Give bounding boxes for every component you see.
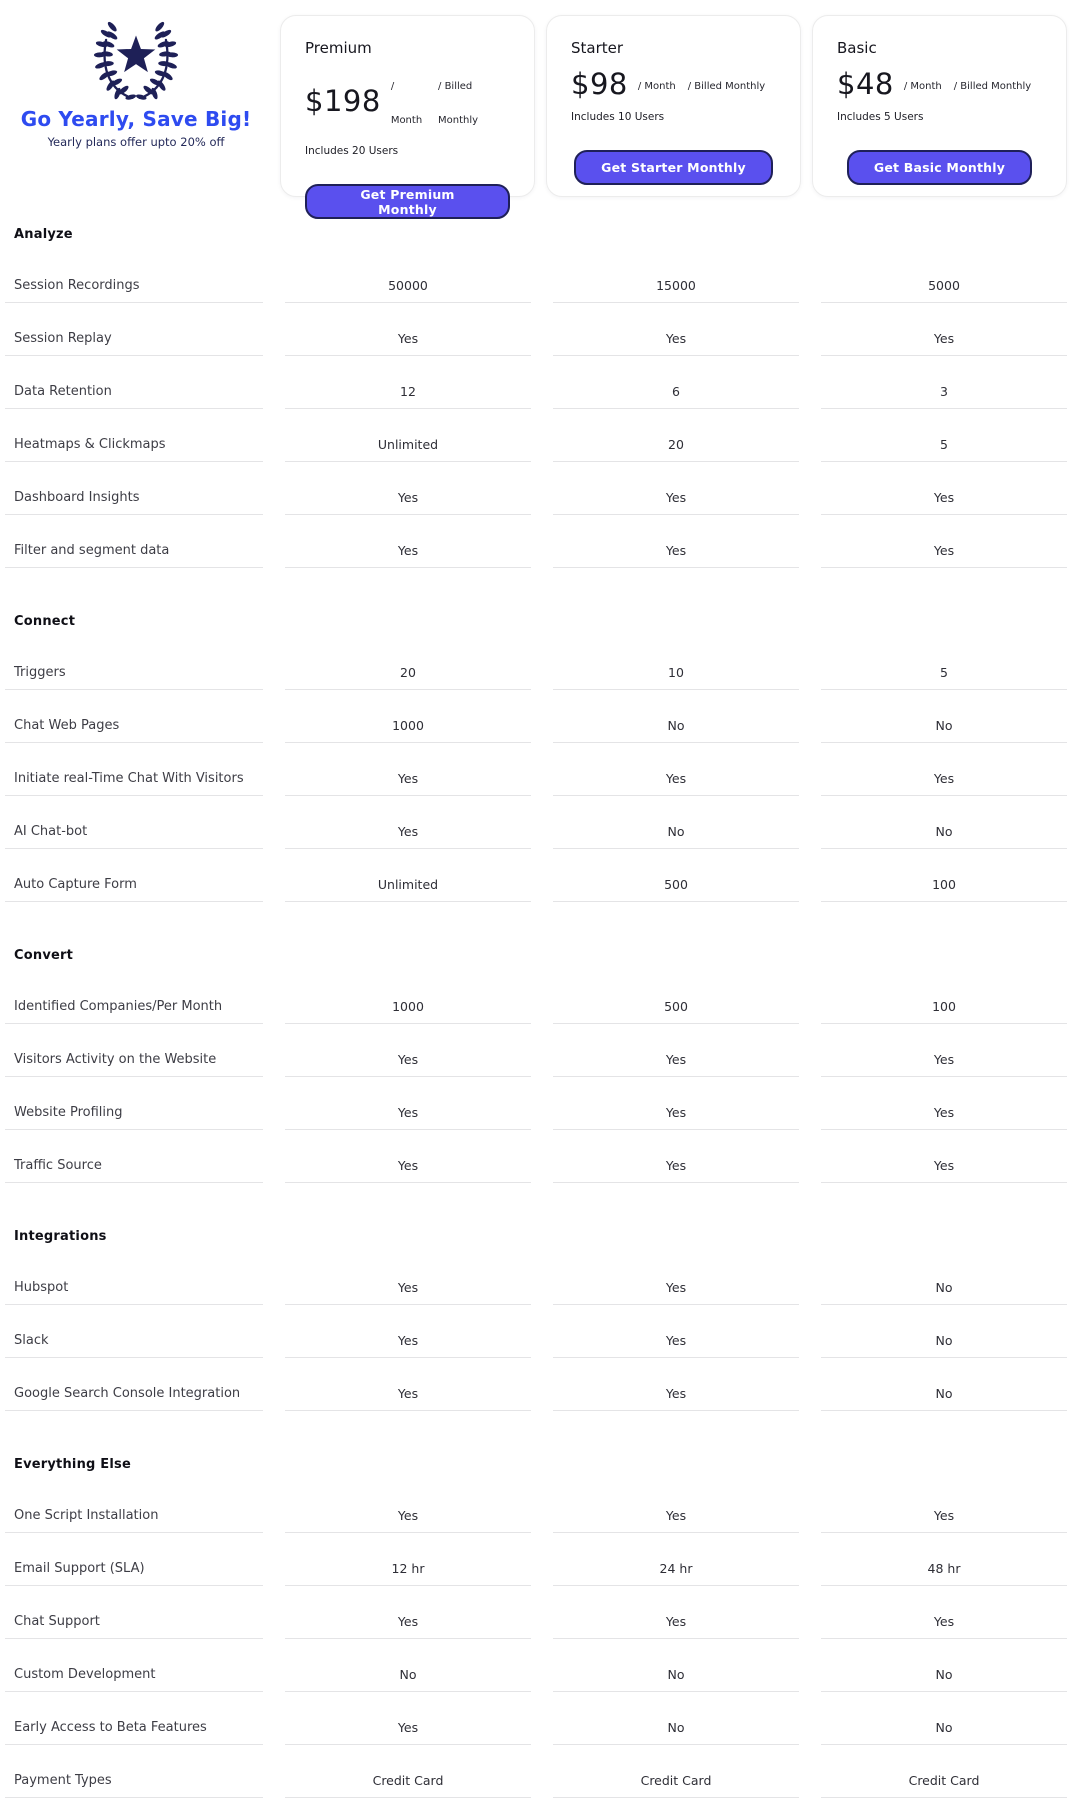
feature-label: Auto Capture Form bbox=[5, 849, 263, 902]
cell-starter-value: 500 bbox=[553, 849, 799, 902]
feature-label: Dashboard Insights bbox=[5, 462, 263, 515]
get-premium-monthly-button[interactable]: Get Premium Monthly bbox=[305, 184, 510, 219]
cell-starter-value: Yes bbox=[553, 1130, 799, 1183]
cell-premium-value: 20 bbox=[285, 637, 531, 690]
cell-starter-value: Yes bbox=[553, 462, 799, 515]
plan-name-starter: Starter bbox=[571, 39, 624, 57]
feature-row bbox=[5, 303, 1067, 356]
feature-label: Heatmaps & Clickmaps bbox=[5, 409, 263, 462]
feature-row bbox=[5, 743, 1067, 796]
cell-basic-value: No bbox=[821, 1358, 1067, 1411]
cell-starter-value: Yes bbox=[553, 303, 799, 356]
section-title: Everything Else bbox=[14, 1457, 131, 1472]
section-convert bbox=[5, 902, 1067, 1183]
feature-row bbox=[5, 1130, 1067, 1183]
comparison-table bbox=[5, 197, 1067, 1798]
feature-row bbox=[5, 1305, 1067, 1358]
feature-row bbox=[5, 462, 1067, 515]
cell-basic-value: 5000 bbox=[821, 250, 1067, 303]
cell-basic-value: No bbox=[821, 690, 1067, 743]
feature-label: Traffic Source bbox=[5, 1130, 263, 1183]
feature-row bbox=[5, 1358, 1067, 1411]
cell-premium-value: Yes bbox=[285, 1692, 531, 1745]
cell-starter-value: 500 bbox=[553, 971, 799, 1024]
get-basic-monthly-button[interactable]: Get Basic Monthly bbox=[847, 150, 1032, 185]
plan-name-premium: Premium bbox=[305, 39, 372, 57]
feature-row bbox=[5, 1586, 1067, 1639]
feature-row bbox=[5, 409, 1067, 462]
cell-basic-value: 3 bbox=[821, 356, 1067, 409]
cell-basic-value: 48 hr bbox=[821, 1533, 1067, 1586]
cell-premium-value: Yes bbox=[285, 1024, 531, 1077]
includes-users-label: Includes 5 Users bbox=[837, 111, 924, 123]
cell-starter-value: Yes bbox=[553, 1024, 799, 1077]
cell-premium-value: Yes bbox=[285, 743, 531, 796]
feature-label: Session Recordings bbox=[5, 250, 263, 303]
cell-starter-value: Yes bbox=[553, 1358, 799, 1411]
cell-basic-value: No bbox=[821, 1252, 1067, 1305]
feature-row bbox=[5, 1533, 1067, 1586]
feature-label: Chat Support bbox=[5, 1586, 263, 1639]
cell-basic-value: Yes bbox=[821, 462, 1067, 515]
cell-starter-value: Yes bbox=[553, 1586, 799, 1639]
cell-premium-value: Yes bbox=[285, 796, 531, 849]
feature-label: One Script Installation bbox=[5, 1480, 263, 1533]
feature-row bbox=[5, 690, 1067, 743]
plan-price-basic: $48 bbox=[837, 67, 894, 101]
laurel-star-badge-icon bbox=[83, 17, 189, 105]
section-everything-else bbox=[5, 1411, 1067, 1798]
cell-basic-value: 100 bbox=[821, 971, 1067, 1024]
per-month-label: / Month bbox=[637, 81, 676, 92]
cell-premium-value: Yes bbox=[285, 1305, 531, 1358]
feature-label: Custom Development bbox=[5, 1639, 263, 1692]
cell-basic-value: Yes bbox=[821, 303, 1067, 356]
feature-label: Visitors Activity on the Website bbox=[5, 1024, 263, 1077]
price-row bbox=[305, 64, 510, 138]
price-row bbox=[571, 64, 776, 104]
get-starter-monthly-button[interactable]: Get Starter Monthly bbox=[574, 150, 773, 185]
feature-label: Initiate real-Time Chat With Visitors bbox=[5, 743, 263, 796]
cell-starter-value: 20 bbox=[553, 409, 799, 462]
cell-basic-value: Yes bbox=[821, 1077, 1067, 1130]
cell-basic-value: No bbox=[821, 796, 1067, 849]
feature-row bbox=[5, 796, 1067, 849]
includes-users-label: Includes 20 Users bbox=[305, 145, 399, 157]
feature-row bbox=[5, 1639, 1067, 1692]
cell-basic-value: No bbox=[821, 1639, 1067, 1692]
section-title: Convert bbox=[14, 948, 74, 963]
cell-starter-value: Yes bbox=[553, 1305, 799, 1358]
plan-card-premium bbox=[280, 15, 535, 217]
feature-label: Identified Companies/Per Month bbox=[5, 971, 263, 1024]
feature-row bbox=[5, 1480, 1067, 1533]
per-month-label: / Month bbox=[903, 81, 942, 92]
cell-premium-value: Credit Card bbox=[285, 1745, 531, 1798]
cell-starter-value: No bbox=[553, 690, 799, 743]
cell-premium-value: 1000 bbox=[285, 971, 531, 1024]
cell-basic-value: 5 bbox=[821, 409, 1067, 462]
plan-card-basic bbox=[812, 15, 1067, 197]
feature-row bbox=[5, 971, 1067, 1024]
feature-label: Early Access to Beta Features bbox=[5, 1692, 263, 1745]
cell-starter-value: Yes bbox=[553, 515, 799, 568]
feature-row bbox=[5, 637, 1067, 690]
feature-label: Session Replay bbox=[5, 303, 263, 356]
feature-label: Website Profiling bbox=[5, 1077, 263, 1130]
cell-premium-value: Yes bbox=[285, 303, 531, 356]
cell-basic-value: Yes bbox=[821, 743, 1067, 796]
cell-basic-value: 100 bbox=[821, 849, 1067, 902]
section-title: Connect bbox=[14, 614, 76, 629]
cell-starter-value: 24 hr bbox=[553, 1533, 799, 1586]
cell-starter-value: Yes bbox=[553, 1077, 799, 1130]
cell-premium-value: Yes bbox=[285, 1252, 531, 1305]
feature-label: Slack bbox=[5, 1305, 263, 1358]
feature-row bbox=[5, 1745, 1067, 1798]
section-title: Analyze bbox=[14, 227, 73, 242]
cell-basic-value: Yes bbox=[821, 1130, 1067, 1183]
cell-basic-value: No bbox=[821, 1692, 1067, 1745]
cell-premium-value: Yes bbox=[285, 462, 531, 515]
cell-basic-value: 5 bbox=[821, 637, 1067, 690]
feature-label: Payment Types bbox=[5, 1745, 263, 1798]
cell-starter-value: 15000 bbox=[553, 250, 799, 303]
cell-premium-value: 12 hr bbox=[285, 1533, 531, 1586]
feature-label: Hubspot bbox=[5, 1252, 263, 1305]
cell-premium-value: No bbox=[285, 1639, 531, 1692]
feature-row bbox=[5, 1077, 1067, 1130]
section-integrations bbox=[5, 1183, 1067, 1411]
section-connect bbox=[5, 568, 1067, 902]
cell-premium-value: Yes bbox=[285, 1480, 531, 1533]
cell-premium-value: Unlimited bbox=[285, 409, 531, 462]
cell-basic-value: Credit Card bbox=[821, 1745, 1067, 1798]
feature-row bbox=[5, 515, 1067, 568]
plan-price-starter: $98 bbox=[571, 67, 628, 101]
billing-label: / Billed Monthly bbox=[953, 81, 1032, 92]
feature-label: Chat Web Pages bbox=[5, 690, 263, 743]
plan-card-starter bbox=[546, 15, 801, 197]
cell-premium-value: Yes bbox=[285, 1130, 531, 1183]
cell-starter-value: 6 bbox=[553, 356, 799, 409]
feature-label: AI Chat-bot bbox=[5, 796, 263, 849]
includes-users-label: Includes 10 Users bbox=[571, 111, 665, 123]
cell-premium-value: Yes bbox=[285, 515, 531, 568]
cell-basic-value: Yes bbox=[821, 1024, 1067, 1077]
feature-row bbox=[5, 1692, 1067, 1745]
cell-basic-value: Yes bbox=[821, 515, 1067, 568]
cell-premium-value: Yes bbox=[285, 1586, 531, 1639]
billing-label: / Billed Monthly bbox=[687, 81, 766, 92]
feature-label: Data Retention bbox=[5, 356, 263, 409]
feature-label: Triggers bbox=[5, 637, 263, 690]
cell-starter-value: No bbox=[553, 796, 799, 849]
cell-starter-value: Yes bbox=[553, 1252, 799, 1305]
feature-label: Email Support (SLA) bbox=[5, 1533, 263, 1586]
cell-premium-value: 12 bbox=[285, 356, 531, 409]
cell-starter-value: Credit Card bbox=[553, 1745, 799, 1798]
pricing-header bbox=[3, 0, 1070, 217]
cell-starter-value: Yes bbox=[553, 743, 799, 796]
feature-row bbox=[5, 1252, 1067, 1305]
plan-price-premium: $198 bbox=[305, 84, 381, 118]
feature-label: Filter and segment data bbox=[5, 515, 263, 568]
cell-starter-value: No bbox=[553, 1692, 799, 1745]
cell-premium-value: 50000 bbox=[285, 250, 531, 303]
per-month-label: / Month bbox=[390, 81, 423, 126]
section-analyze bbox=[5, 197, 1067, 568]
cell-basic-value: Yes bbox=[821, 1480, 1067, 1533]
feature-label: Google Search Console Integration bbox=[5, 1358, 263, 1411]
cell-basic-value: No bbox=[821, 1305, 1067, 1358]
feature-row bbox=[5, 1024, 1067, 1077]
cell-starter-value: No bbox=[553, 1639, 799, 1692]
cell-premium-value: 1000 bbox=[285, 690, 531, 743]
feature-row bbox=[5, 849, 1067, 902]
billing-label: / Billed Monthly bbox=[438, 81, 479, 126]
promo-title: Go Yearly, Save Big! bbox=[20, 107, 252, 131]
promo-block bbox=[3, 15, 269, 149]
promo-subtitle: Yearly plans offer upto 20% off bbox=[47, 135, 225, 149]
section-title: Integrations bbox=[14, 1229, 107, 1244]
cell-basic-value: Yes bbox=[821, 1586, 1067, 1639]
cell-starter-value: 10 bbox=[553, 637, 799, 690]
cell-premium-value: Yes bbox=[285, 1077, 531, 1130]
feature-row bbox=[5, 356, 1067, 409]
cell-premium-value: Yes bbox=[285, 1358, 531, 1411]
plan-name-basic: Basic bbox=[837, 39, 877, 57]
cell-premium-value: Unlimited bbox=[285, 849, 531, 902]
price-row bbox=[837, 64, 1042, 104]
feature-row bbox=[5, 250, 1067, 303]
cell-starter-value: Yes bbox=[553, 1480, 799, 1533]
